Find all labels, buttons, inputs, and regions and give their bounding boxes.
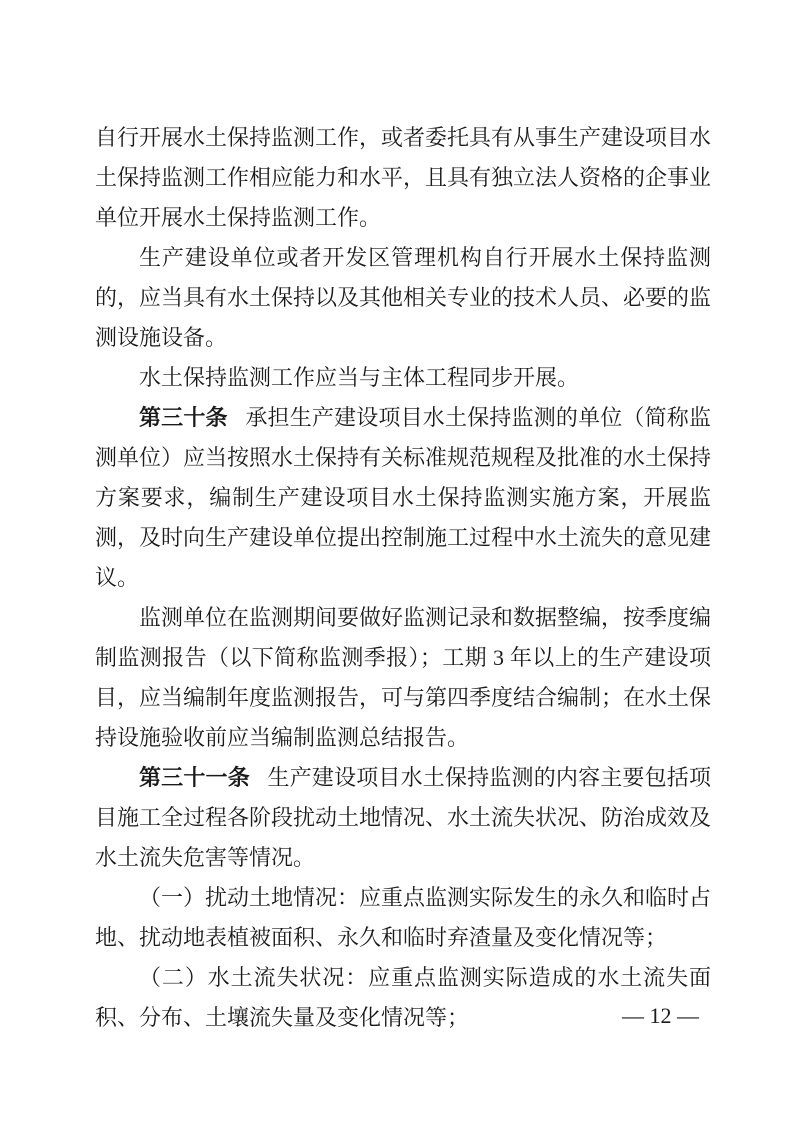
paragraph-text: （二）水土流失状况：应重点监测实际造成的水土流失面积、分布、土壤流失量及变化情况等； — [95, 965, 711, 1030]
paragraph-text: 承担生产建设项目水土保持监测的单位（简称监测单位）应当按照水土保持有关标准规范规程及批准的水土保持方案要求，编制生产建设项目水土保持监测实施方案，开展监测，及时向生产建设单位提出控制施工过程中水土流失的意见建议。 — [95, 405, 712, 590]
paragraph — [95, 398, 711, 598]
paragraph-text: 生产建设单位或者开发区管理机构自行开展水土保持监测的，应当具有水土保持以及其他相关专业的技术人员、必要的监测设施设备。 — [95, 245, 712, 350]
page-number: — 12 — — [622, 1003, 699, 1028]
paragraph-text: 水土保持监测工作应当与主体工程同步开展。 — [139, 365, 580, 390]
paragraph-text: 自行开展水土保持监测工作，或者委托具有从事生产建设项目水土保持监测工作相应能力和水平，且具有独立法人资格的企事业单位开展水土保持监测工作。 — [95, 125, 712, 230]
paragraph — [95, 118, 711, 238]
paragraph — [95, 358, 711, 398]
document-body — [95, 118, 711, 1038]
paragraph-text: （一）扰动土地情况：应重点监测实际发生的永久和临时占地、扰动地表植被面积、永久和临时弃渣量及变化情况等； — [95, 885, 712, 950]
page-footer — [95, 1002, 711, 1030]
article-number: 第三十条 — [139, 405, 228, 430]
article-number: 第三十一条 — [139, 765, 250, 790]
paragraph — [95, 238, 711, 358]
paragraph — [95, 878, 711, 958]
paragraph-text: 监测单位在监测期间要做好监测记录和数据整编，按季度编制监测报告（以下简称监测季报）；工期 3 年以上的生产建设项目，应当编制年度监测报告，可与第四季度结合编制；在水土保持设施验收前应当编制监测总结报告。 — [95, 605, 712, 750]
paragraph — [95, 598, 711, 758]
paragraph-text: 生产建设项目水土保持监测的内容主要包括项目施工全过程各阶段扰动土地情况、水土流失状况、防治成效及水土流失危害等情况。 — [95, 765, 712, 870]
paragraph — [95, 758, 711, 878]
